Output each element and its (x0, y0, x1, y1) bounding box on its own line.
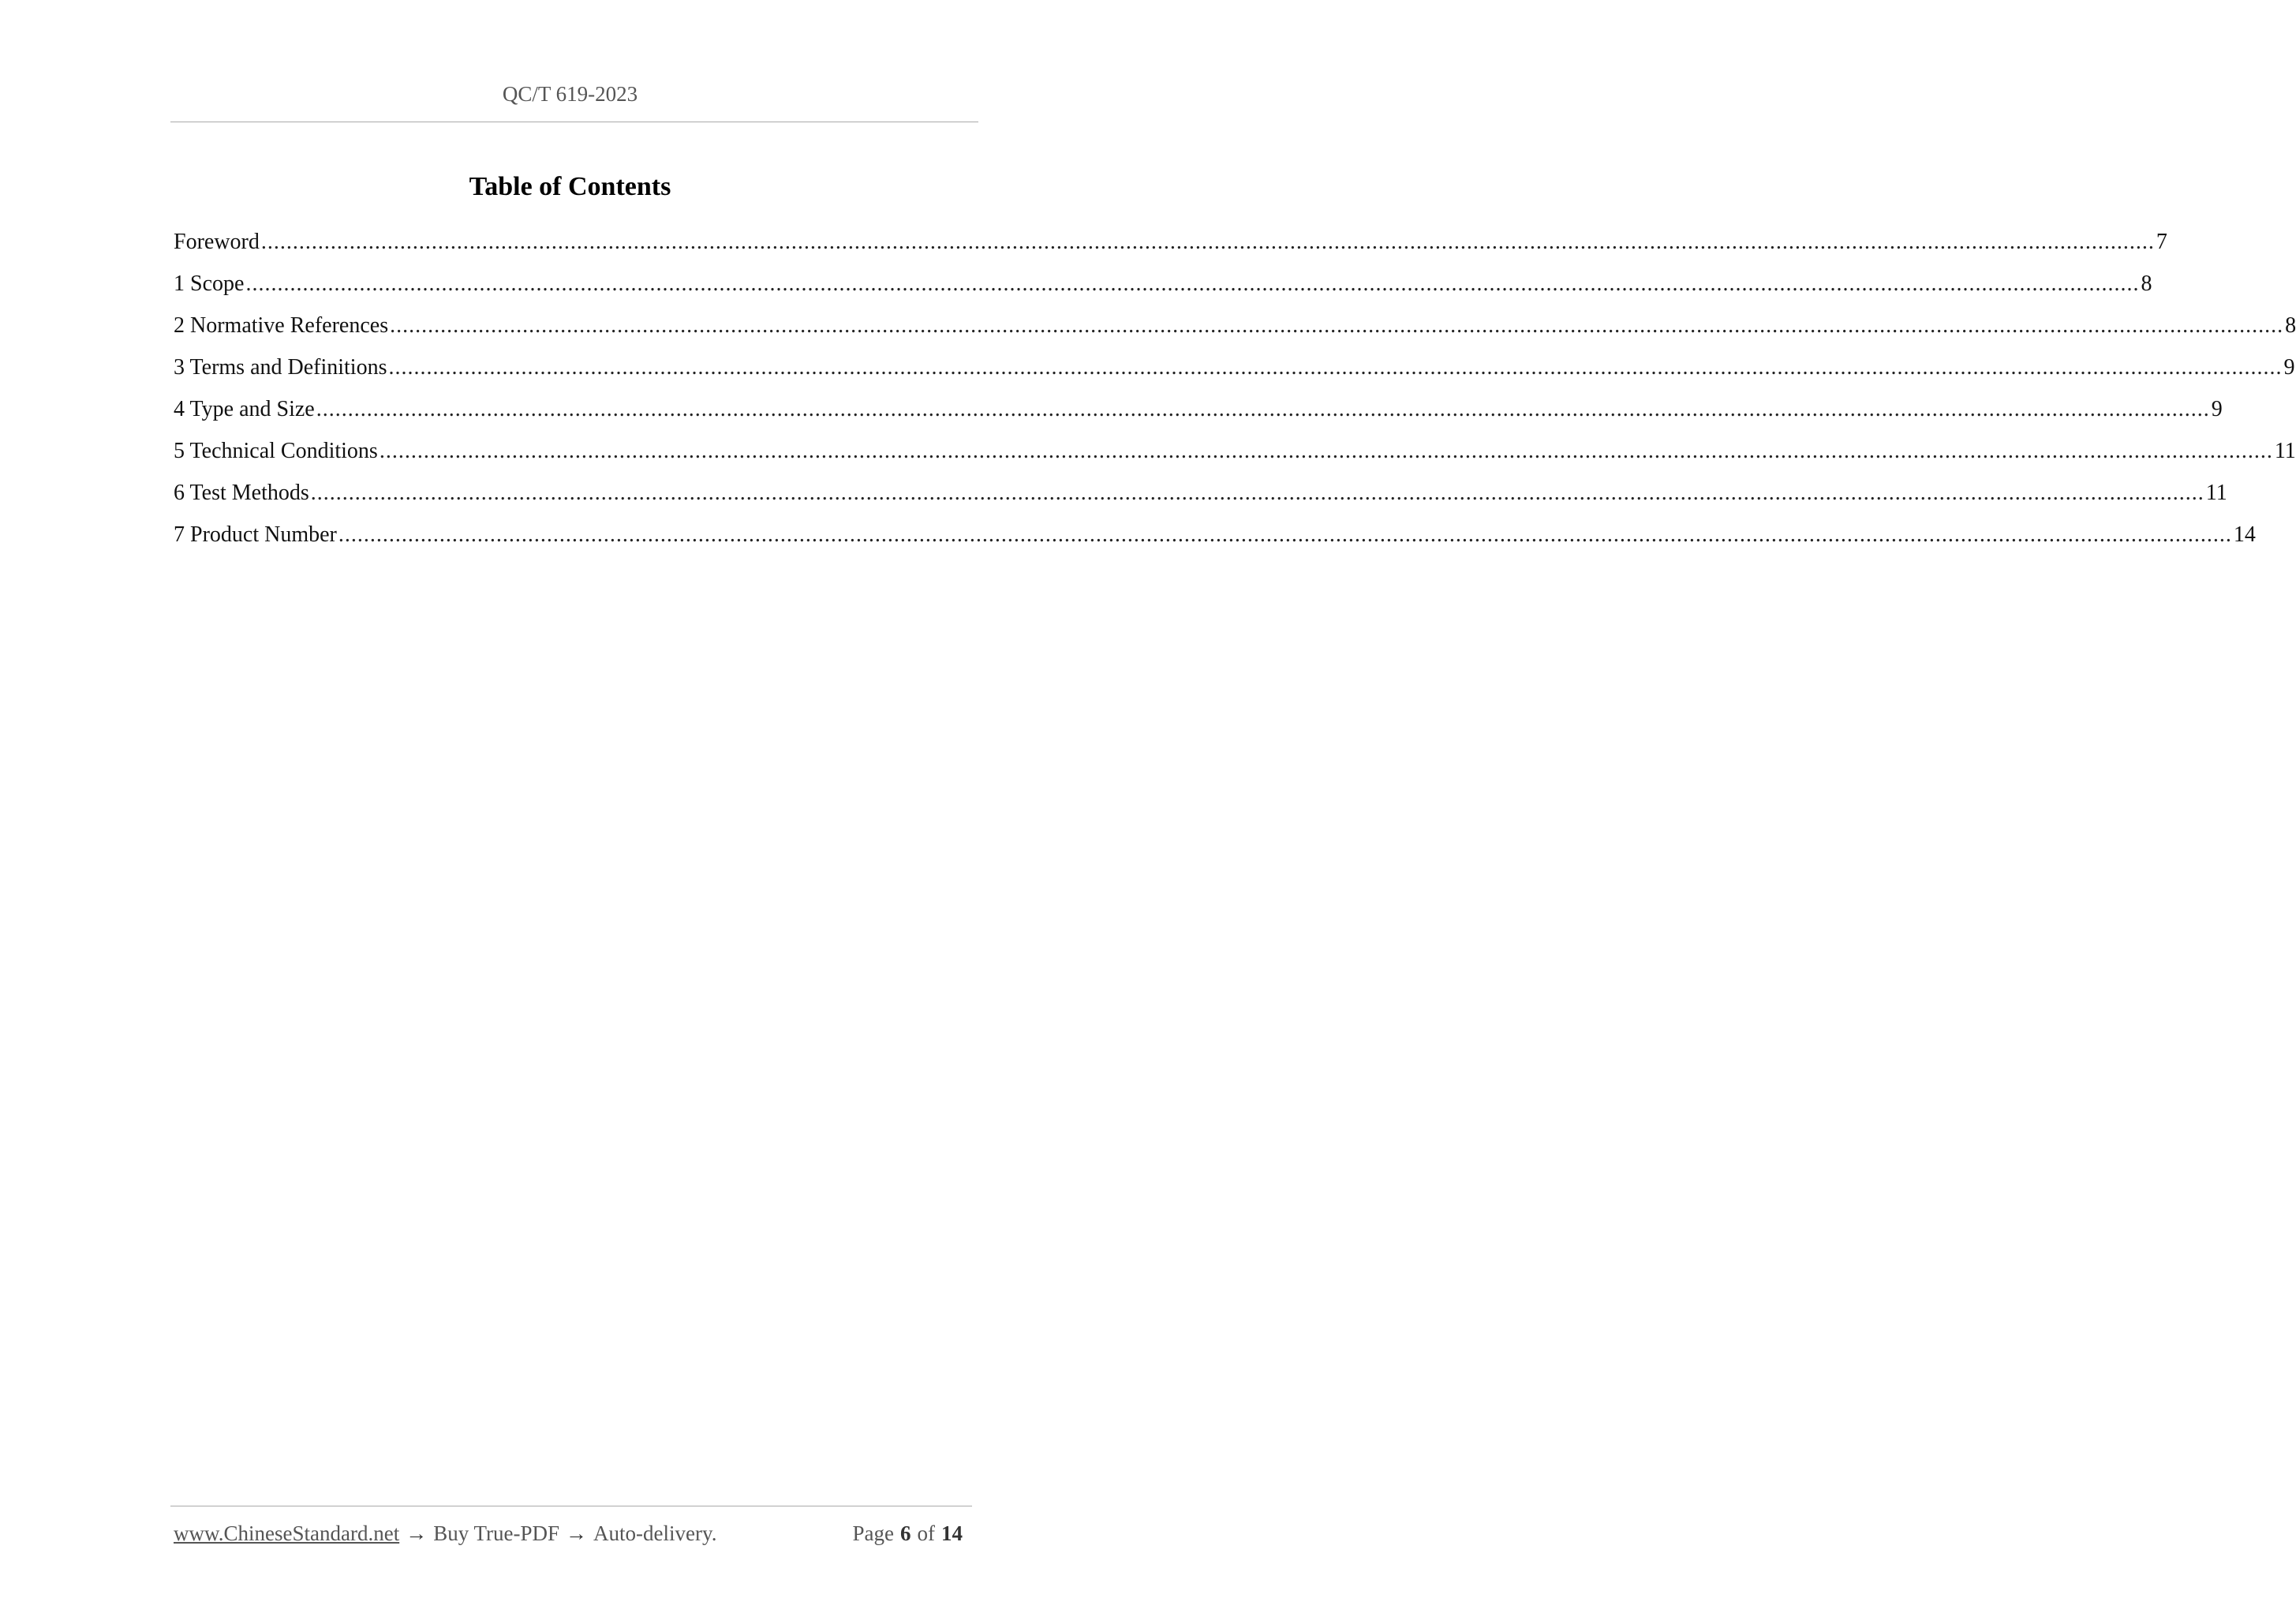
toc-dot-leader: ............................................................................................................................................................................................................................................................................................................ (260, 230, 2155, 254)
toc-entry-page: 8 (2285, 313, 2296, 338)
arrow-right-icon: → (406, 1521, 428, 1545)
toc-entry-page: 8 (2141, 271, 2152, 296)
toc-entry-type-and-size[interactable] (174, 397, 2223, 439)
toc-entry-foreword[interactable] (174, 230, 2167, 271)
toc-entry-label: 1 Scope (174, 271, 245, 296)
toc-entry-label: 5 Technical Conditions (174, 439, 378, 463)
toc-entry-page: 11 (2274, 439, 2296, 463)
toc-entry-label: 2 Normative References (174, 313, 389, 338)
arrow-right-icon: → (566, 1521, 588, 1545)
buy-pdf-text: Buy True-PDF (433, 1521, 560, 1545)
of-word: of (917, 1521, 935, 1545)
toc-entry-page: 9 (2211, 397, 2223, 421)
toc-entry-page: 14 (2233, 522, 2256, 547)
page-indicator (853, 1521, 969, 1546)
toc-entry-label: 7 Product Number (174, 522, 337, 547)
toc-list (174, 230, 2296, 564)
auto-delivery-text: Auto-delivery. (593, 1521, 717, 1545)
toc-entry-page: 7 (2156, 230, 2167, 254)
page-word: Page (852, 1521, 894, 1545)
total-page-count: 14 (941, 1521, 963, 1545)
toc-entry-page: 9 (2283, 355, 2295, 380)
toc-entry-test-methods[interactable] (174, 481, 2227, 522)
current-page-number: 6 (900, 1521, 911, 1545)
toc-entry-terms-and-definitions[interactable] (174, 355, 2295, 397)
toc-entry-product-number[interactable] (174, 522, 2256, 564)
toc-entry-normative-references[interactable] (174, 313, 2296, 355)
footer-promo (174, 1521, 716, 1546)
toc-dot-leader: ............................................................................................................................................................................................................................................................................................................ (316, 397, 2210, 421)
page-footer (174, 1521, 969, 1546)
toc-dot-leader: ............................................................................................................................................................................................................................................................................................................ (338, 522, 2232, 547)
toc-entry-label: 4 Type and Size (174, 397, 315, 421)
toc-entry-scope[interactable] (174, 271, 2152, 313)
site-link[interactable]: www.ChineseStandard.net (174, 1521, 400, 1545)
toc-dot-leader: ............................................................................................................................................................................................................................................................................................................ (245, 271, 2140, 296)
toc-dot-leader: ............................................................................................................................................................................................................................................................................................................ (310, 481, 2204, 505)
toc-entry-label: Foreword (174, 230, 260, 254)
toc-dot-leader: ............................................................................................................................................................................................................................................................................................................ (379, 439, 2273, 463)
toc-entry-page: 11 (2205, 481, 2227, 505)
standard-code: QC/T 619-2023 (502, 82, 638, 106)
toc-dot-leader: ............................................................................................................................................................................................................................................................................................................ (390, 313, 2284, 338)
toc-title: Table of Contents (469, 172, 671, 201)
toc-dot-leader: ............................................................................................................................................................................................................................................................................................................ (388, 355, 2283, 380)
toc-entry-label: 3 Terms and Definitions (174, 355, 387, 380)
toc-entry-technical-conditions[interactable] (174, 439, 2296, 481)
toc-entry-label: 6 Test Methods (174, 481, 309, 505)
